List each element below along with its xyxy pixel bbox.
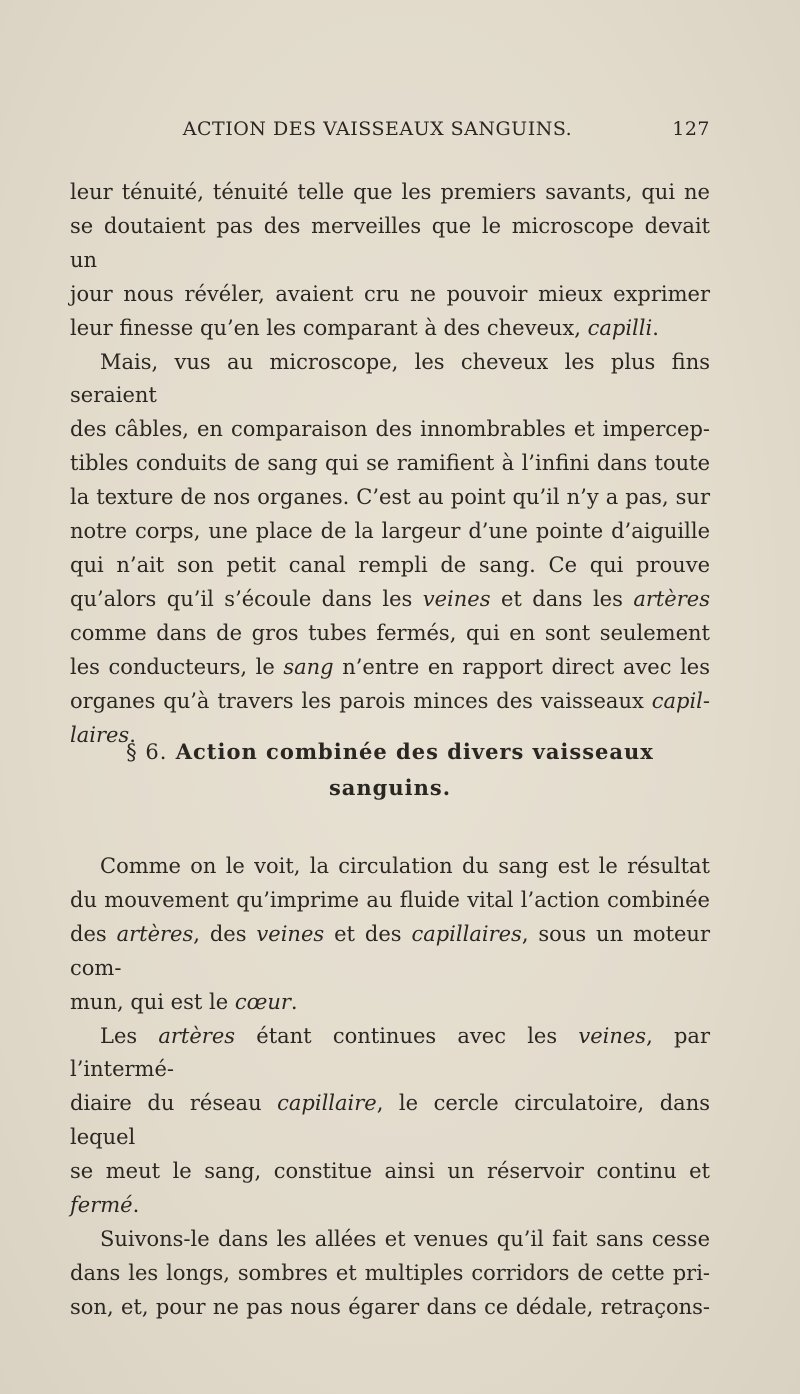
text-line [70, 986, 710, 1020]
text-line: Suivons-le dans les allées et venues qu’il fait sans cesse [100, 1226, 710, 1251]
text-run: qu’alors qu’il s’écoule dans les [70, 586, 423, 611]
text-line: qui n’ait son petit canal rempli de sang. Ce qui prouve [70, 552, 710, 577]
section-heading-line [70, 734, 710, 770]
italic-term: fermé [70, 1193, 133, 1218]
page-number: 127 [672, 118, 710, 140]
text-run: , des [193, 921, 257, 946]
text-run: . [132, 1193, 140, 1218]
text-line: leur ténuité, ténuité telle que les premiers savants, qui ne [70, 180, 710, 204]
text-run: et dans les [490, 586, 634, 611]
text-run: . [129, 722, 136, 747]
text-run: . [290, 989, 298, 1014]
italic-term: artères [633, 586, 710, 611]
text-run: étant continues avec les [235, 1023, 579, 1048]
text-line [70, 651, 710, 685]
text-run: leur finesse qu’en les comparant à des cheveux, [70, 315, 588, 340]
text-line: jour nous révéler, avaient cru ne pouvoir mieux exprimer [70, 281, 710, 306]
text-run: , sous un moteur com- [70, 921, 711, 980]
section-heading [70, 734, 710, 805]
text-run: et des [324, 921, 412, 946]
text-line: tibles conduits de sang qui se ramifient à l’infini dans toute [70, 451, 710, 476]
section-title-line-1: Action combinée des divers vaisseaux [175, 739, 654, 764]
italic-term: capillaires [411, 921, 522, 946]
section-number: § 6. [126, 740, 168, 764]
italic-term: laires [70, 722, 130, 747]
text-run: , par l’intermé- [70, 1023, 710, 1082]
paragraph-5 [70, 1223, 710, 1325]
text-line [70, 918, 710, 986]
text-run: organes qu’à travers les parois minces des vaisseaux [70, 688, 652, 713]
text-run: des [70, 921, 117, 946]
text-line: Mais, vus au microscope, les cheveux les plus fins seraient [70, 349, 710, 408]
text-line: Comme on le voit, la circulation du sang est le résultat [100, 854, 710, 878]
text-run: mun, qui est le [70, 989, 235, 1014]
page-header [70, 118, 710, 148]
italic-term: veines [578, 1023, 647, 1048]
italic-term: veines [256, 921, 325, 946]
text-run: les conducteurs, le [70, 654, 284, 679]
text-line: comme dans de gros tubes fermés, qui en sont seulement [70, 620, 710, 645]
text-run: Les [100, 1023, 159, 1048]
text-run: , le cercle circulatoire, dans lequel [70, 1091, 710, 1150]
paragraph-4 [70, 1020, 710, 1223]
body-text-bottom [70, 850, 710, 1325]
text-line [70, 1189, 710, 1223]
italic-term: artères [116, 921, 194, 946]
text-run: n’entre en rapport direct avec les [333, 654, 710, 679]
italic-term: artères [158, 1023, 236, 1048]
text-line: se doutaient pas des merveilles que le microscope devait un [70, 213, 710, 272]
text-line: dans les longs, sombres et multiples corridors de cette pri- [70, 1260, 710, 1285]
italic-term: sang [283, 654, 334, 679]
italic-term: capillaire [277, 1091, 377, 1116]
text-line: notre corps, une place de la largeur d’une pointe d’aiguille [70, 519, 710, 544]
italic-term: cœur [234, 989, 291, 1014]
text-line [70, 583, 710, 617]
text-run: diaire du réseau [70, 1091, 278, 1116]
text-line [70, 685, 710, 719]
text-line: des câbles, en comparaison des innombrables et impercep- [70, 417, 710, 442]
text-run: . [652, 315, 659, 340]
italic-term: capil- [651, 688, 710, 713]
paragraph-1 [70, 176, 710, 346]
text-line: son, et, pour ne pas nous égarer dans ce dédale, retraçons- [70, 1294, 710, 1319]
body-text-top [70, 176, 710, 752]
italic-term: veines [422, 586, 491, 611]
text-line: se meut le sang, constitue ainsi un réservoir continu et [70, 1159, 710, 1184]
section-title-line-2: sanguins. [328, 775, 452, 800]
text-line: la texture de nos organes. C’est au point qu’il n’y a pas, sur [70, 485, 710, 510]
text-line [70, 1020, 710, 1088]
paragraph-3 [70, 850, 710, 1020]
text-line [70, 312, 710, 346]
text-line: du mouvement qu’imprime au fluide vital l’action combinée [70, 887, 710, 912]
paragraph-2 [70, 346, 710, 753]
text-line [70, 1087, 710, 1155]
italic-term: capilli [587, 315, 653, 340]
running-title: ACTION DES VAISSEAUX SANGUINS. [182, 118, 573, 140]
